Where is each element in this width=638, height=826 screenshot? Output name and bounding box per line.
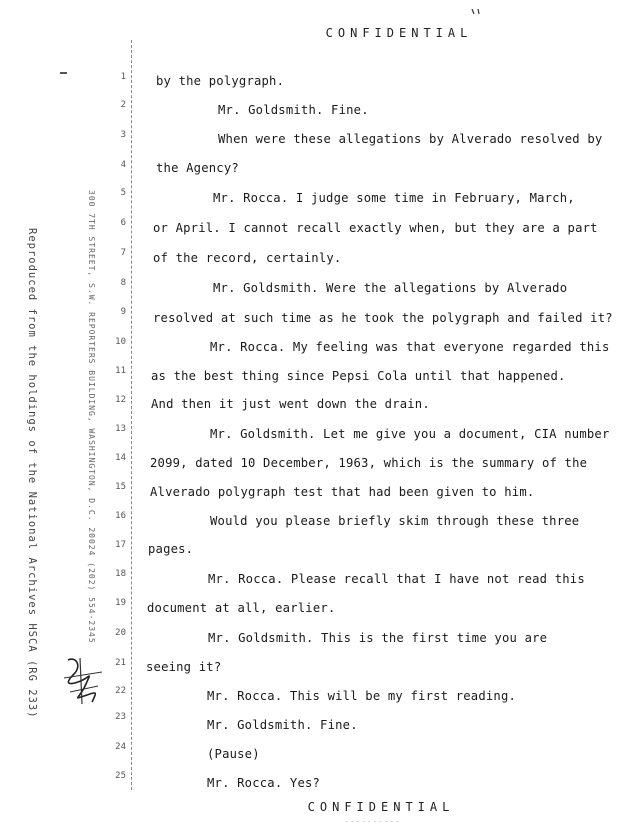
transcript-line: resolved at such time as he took the polygraph and failed it? [153,311,613,325]
line-number: 23 [115,712,126,722]
transcript-line: Would you please briefly skim through these three [210,514,580,528]
transcript-line: Alverado polygraph test that had been given to him. [150,485,535,499]
line-number: 3 [120,130,126,140]
transcript-line: document at all, earlier. [147,601,336,615]
line-number: 22 [115,686,126,696]
line-number: 25 [115,771,126,781]
transcript-line: the Agency? [156,161,239,175]
line-number: 17 [115,540,126,550]
transcript-line: or April. I cannot recall exactly when, but they are a part [153,221,598,235]
transcript-line: by the polygraph. [156,74,285,88]
transcript-line: Mr. Rocca. I judge some time in February, March, [213,191,575,205]
transcript-line: Mr. Goldsmith. Were the allegations by Alverado [213,281,568,295]
line-number: 12 [115,395,126,405]
transcript-line: as the best thing since Pepsi Cola until that happened. [151,369,566,383]
archives-reproduction-stamp: Reproduced from the holdings of the National Archives HSCA (RG 233) [26,228,38,719]
transcript-line: And then it just went down the drain. [151,397,430,411]
transcript-line: seeing it? [146,660,222,674]
confidential-header: CONFIDENTIAL [325,26,473,40]
line-number: 14 [115,453,126,463]
transcript-line: 2099, dated 10 December, 1963, which is the summary of the [150,456,588,470]
line-number: 15 [115,482,126,492]
footer-subtext: ---------- [345,818,402,825]
line-number: 1 [120,72,126,82]
margin-dash-mark [60,72,67,74]
transcript-line: Mr. Rocca. This will be my first reading. [207,689,517,703]
line-number: 16 [115,511,126,521]
line-number: 10 [115,337,126,347]
line-number: 11 [115,366,126,376]
confidential-footer: CONFIDENTIAL [307,800,455,814]
line-number: 9 [120,307,126,317]
line-number: 7 [120,248,126,258]
margin-rule [131,40,132,790]
transcript-line: (Pause) [207,747,260,761]
transcript-line: Mr. Goldsmith. Let me give you a document, CIA number [210,427,610,441]
line-number: 8 [120,278,126,288]
transcript-line: When were these allegations by Alverado resolved by [218,132,603,146]
transcript-line: Mr. Rocca. Please recall that I have not read this [208,572,585,586]
reporter-address-stamp: 300 7TH STREET, S.W. REPORTERS BUILDING, WASHINGTON, D.C. 20024 (202) 554-2345 [87,190,96,644]
line-number: 19 [115,598,126,608]
transcript-line: of the record, certainly. [153,251,342,265]
transcript-line: Mr. Goldsmith. Fine. [207,718,358,732]
handwritten-signature [62,652,104,708]
line-number: 5 [120,188,126,198]
transcript-line: Mr. Goldsmith. Fine. [218,103,369,117]
transcript-line: Mr. Rocca. Yes? [207,776,321,790]
line-number: 6 [120,218,126,228]
transcript-line: pages. [148,542,194,556]
line-number: 13 [115,424,126,434]
line-number: 18 [115,569,126,579]
line-number: 2 [120,100,126,110]
top-edge-mark [470,0,486,6]
line-number: 24 [115,742,126,752]
line-number: 4 [120,160,126,170]
line-number: 21 [115,658,126,668]
transcript-line: Mr. Rocca. My feeling was that everyone regarded this [210,340,610,354]
transcript-line: Mr. Goldsmith. This is the first time you are [208,631,548,645]
line-number: 20 [115,628,126,638]
